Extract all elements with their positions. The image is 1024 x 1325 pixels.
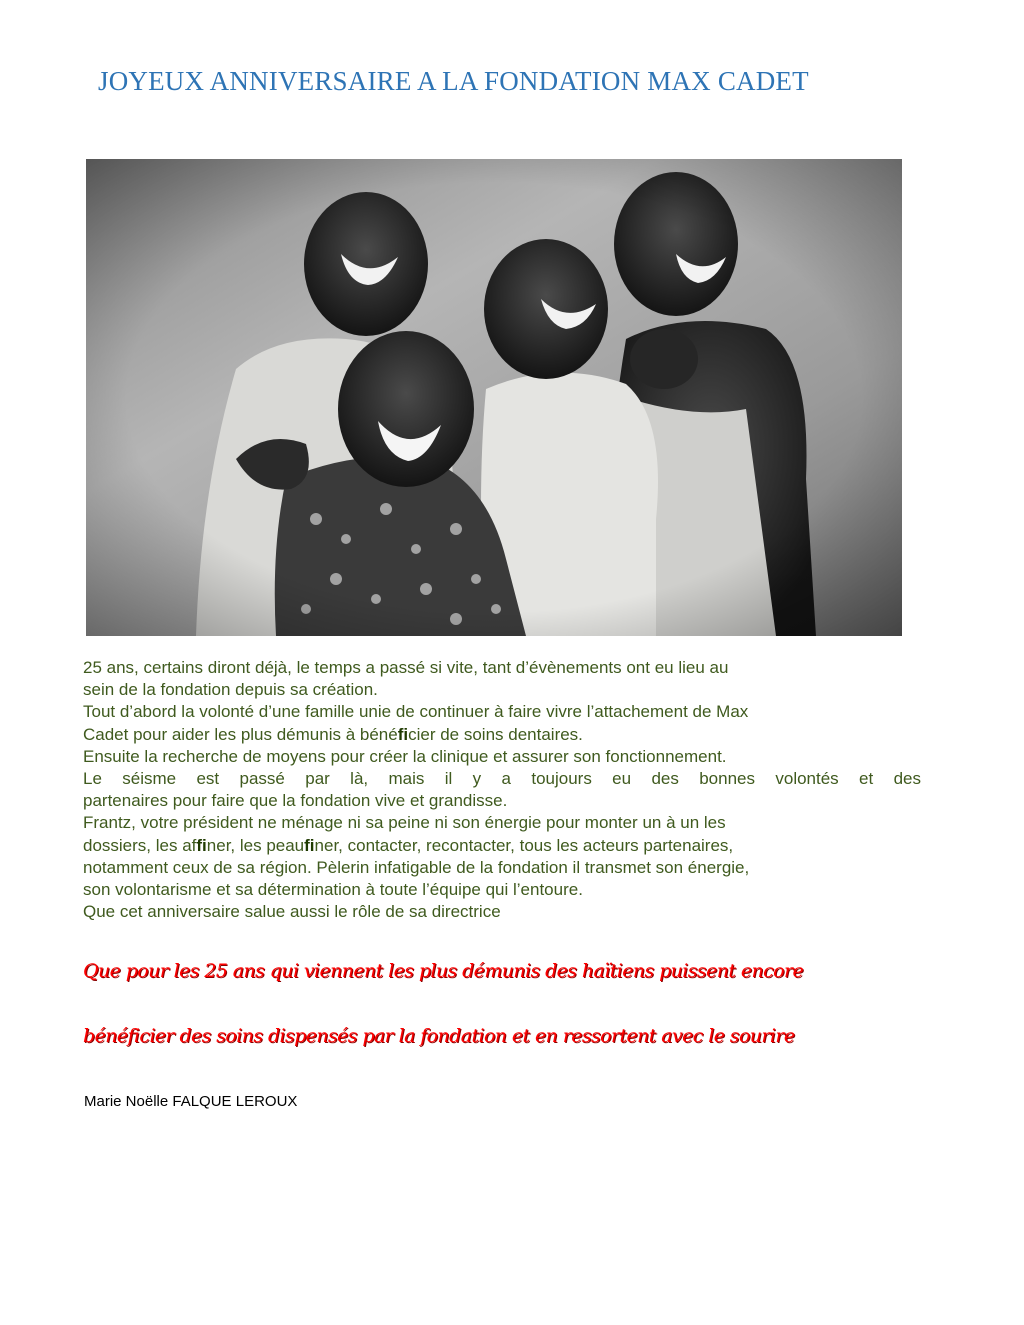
body-line	[83, 724, 923, 746]
body-paragraph	[83, 657, 923, 923]
body-text-segment: cier de soins dentaires.	[408, 724, 583, 744]
body-line: sein de la fondation depuis sa création.	[83, 680, 378, 700]
body-text-segment: dossiers, les af	[83, 835, 197, 855]
body-text-segment: ner, contacter, recontacter, tous les acteurs partenaires,	[314, 835, 734, 855]
body-line: Que cet anniversaire salue aussi le rôle de sa directrice	[83, 902, 501, 922]
ligature-highlight: fi	[196, 835, 207, 855]
body-text-segment: Cadet pour aider les plus démunis à béné	[83, 724, 398, 744]
quote-line-2: bénéficier des soins dispensés par la fondation et en ressortent avec le sourire	[83, 1025, 795, 1047]
children-laughing-photo	[86, 159, 902, 636]
body-line: notamment ceux de sa région. Pèlerin infatigable de la fondation il transmet son énergie,	[83, 857, 750, 877]
quote-line-1: Que pour les 25 ans qui viennent les plus démunis des haïtiens puissent encore	[83, 960, 804, 982]
body-text-segment: ner, les peau	[206, 835, 305, 855]
body-line: 25 ans, certains diront déjà, le temps a passé si vite, tant d’évènements ont eu lieu au	[83, 658, 729, 677]
body-line: son volontarisme et sa détermination à toute l’équipe qui l’entoure.	[83, 879, 583, 899]
ligature-highlight: fi	[304, 835, 315, 855]
body-line: Le séisme est passé par là, mais il y a toujours eu des bonnes volontés et des	[83, 768, 921, 788]
author-signature: Marie Noëlle FALQUE LEROUX	[84, 1093, 298, 1110]
page-title: JOYEUX ANNIVERSAIRE A LA FONDATION MAX CADET	[98, 66, 809, 96]
body-line: partenaires pour faire que la fondation vive et grandisse.	[83, 791, 508, 811]
body-line: Ensuite la recherche de moyens pour créer la clinique et assurer son fonctionnement.	[83, 746, 727, 766]
body-line: Frantz, votre président ne ménage ni sa peine ni son énergie pour monter un à un les	[83, 813, 726, 833]
body-line: Tout d’abord la volonté d’une famille unie de continuer à faire vivre l’attachement de Max	[83, 702, 749, 722]
body-line	[83, 835, 923, 857]
ligature-highlight: fi	[397, 724, 409, 744]
